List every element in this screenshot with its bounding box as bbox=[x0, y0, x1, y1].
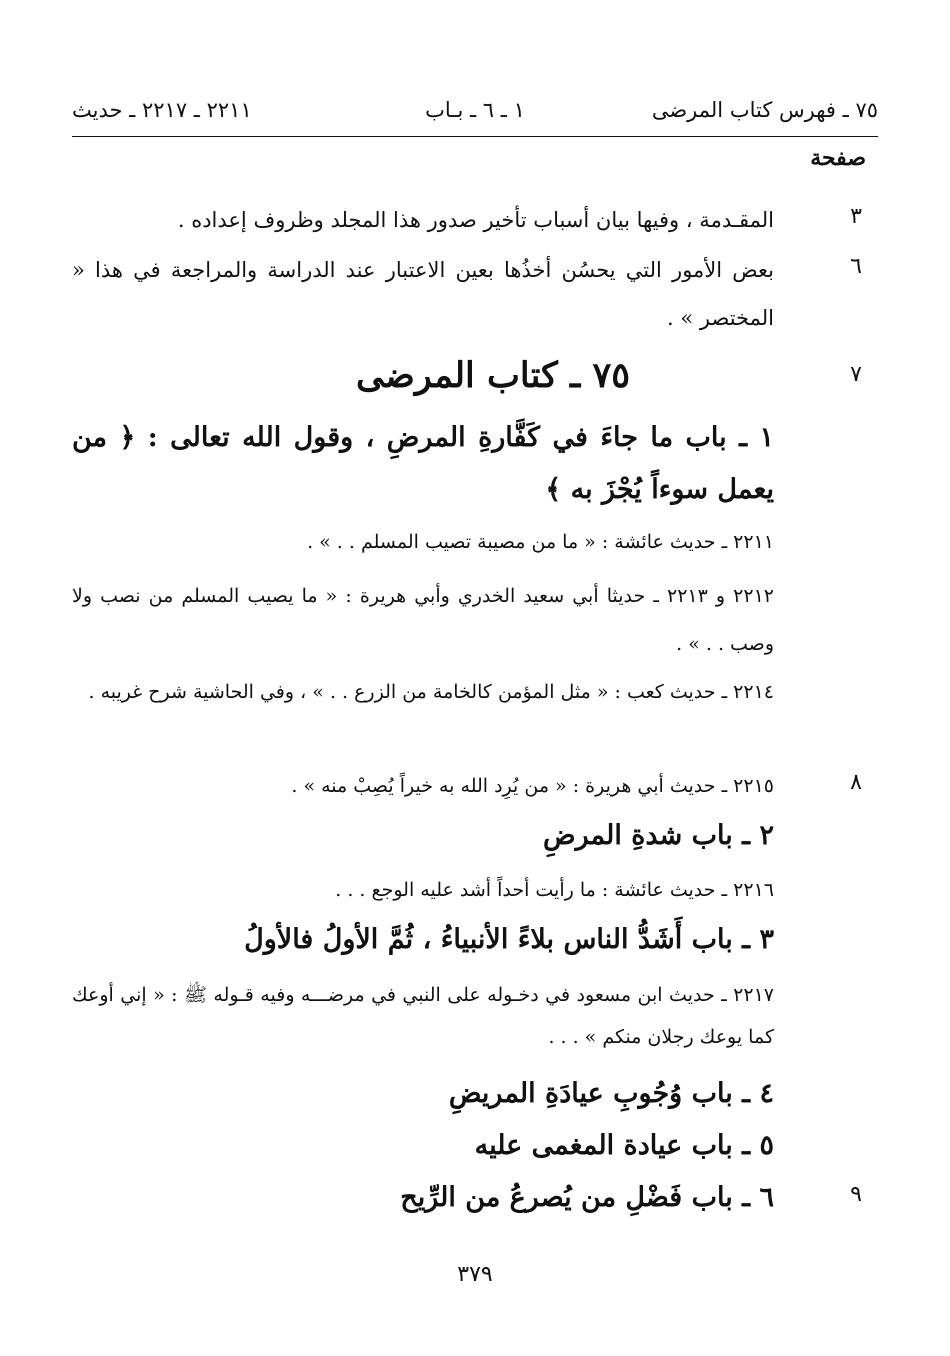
hadith-entry bbox=[72, 866, 878, 914]
bab-title: ٦ ـ باب فَضْلِ من يُصرعُ من الرِّيح bbox=[400, 1182, 774, 1213]
entry-page-number: ٧ bbox=[850, 362, 862, 387]
hadith-entry bbox=[72, 762, 878, 810]
bab-heading bbox=[72, 914, 878, 966]
header-rule bbox=[72, 136, 878, 137]
entry-page-number: ٣ bbox=[850, 204, 862, 229]
bab-title: ١ ـ باب ما جاءَ في كَفَّارةِ المرضِ ، وقول الله تعالى : ﴿ من يعمل سوءاً يُجْزَ به ﴾ bbox=[72, 422, 774, 505]
bab-heading bbox=[72, 810, 878, 862]
bab-heading bbox=[72, 412, 878, 516]
running-head-section: ١ ـ ٦ ـ بـاب bbox=[425, 98, 525, 122]
chapter-heading bbox=[72, 352, 878, 400]
index-entry bbox=[72, 246, 878, 342]
entry-text: بعض الأمور التي يحسُن أخذُها بعين الاعتبار عند الدراسة والمراجعة في هذا « المختصر » . bbox=[72, 258, 774, 330]
hadith-entry bbox=[72, 572, 878, 668]
bab-heading bbox=[72, 1068, 878, 1120]
hadith-entry bbox=[72, 668, 878, 716]
bab-title: ٥ ـ باب عيادة المغمى عليه bbox=[474, 1130, 774, 1161]
entry-page-number: ٦ bbox=[850, 254, 862, 279]
running-head-chapter: ٧٥ ـ فهرس كتاب المرضى bbox=[651, 98, 878, 122]
hadith-text: ٢٢١١ ـ حديث عائشة : « ما من مصيبة تصيب المسلم . . » . bbox=[307, 531, 774, 553]
bab-heading bbox=[72, 1172, 878, 1224]
index-entry bbox=[72, 196, 878, 244]
bab-title: ٣ ـ باب أَشَدُّ الناس بلاءً الأنبياءُ ، ثُمَّ الأولُ فالأولُ bbox=[244, 924, 774, 955]
running-head-hadith-range: ٢٢١١ ـ ٢٢١٧ ـ حديث bbox=[72, 98, 252, 122]
hadith-entry bbox=[72, 974, 878, 1058]
page-column-label: صفحة bbox=[810, 145, 866, 171]
bab-title: ٤ ـ باب وُجُوبِ عيادَةِ المريضِ bbox=[448, 1078, 774, 1109]
entry-text: المقـدمة ، وفيها بيان أسباب تأخير صدور هذا المجلد وظروف إعداده . bbox=[177, 208, 774, 232]
chapter-title: ٧٥ ـ كتاب المرضى bbox=[355, 355, 631, 396]
hadith-text: ٢٢١٥ ـ حديث أبي هريرة : « من يُرِد الله به خيراً يُصِبْ منه » . bbox=[291, 775, 774, 797]
hadith-text: ٢٢١٧ ـ حديث ابن مسعود في دخـوله على النبي في مرضـــه وفيه قـوله ﷺ : « إني أوعك كما يوعك رجلان منكم » . . . bbox=[72, 984, 774, 1048]
entry-page-number: ٩ bbox=[850, 1182, 862, 1207]
bab-title: ٢ ـ باب شدةِ المرضِ bbox=[542, 820, 774, 851]
hadith-text: ٢٢١٤ ـ حديث كعب : « مثل المؤمن كالخامة من الزرع . . » ، وفي الحاشية شرح غريبه . bbox=[88, 681, 774, 703]
running-head bbox=[72, 98, 878, 132]
hadith-entry bbox=[72, 518, 878, 566]
hadith-text: ٢٢١٦ ـ حديث عائشة : ما رأيت أحداً أشد عليه الوجع . . . bbox=[335, 879, 774, 901]
bab-heading bbox=[72, 1120, 878, 1172]
entry-page-number: ٨ bbox=[850, 770, 862, 795]
hadith-text: ٢٢١٢ و ٢٢١٣ ـ حديثا أبي سعيد الخدري وأبي هريرة : « ما يصيب المسلم من نصب ولا وصب . . » . bbox=[72, 585, 774, 655]
page-number: ٣٧٩ bbox=[457, 1262, 493, 1287]
